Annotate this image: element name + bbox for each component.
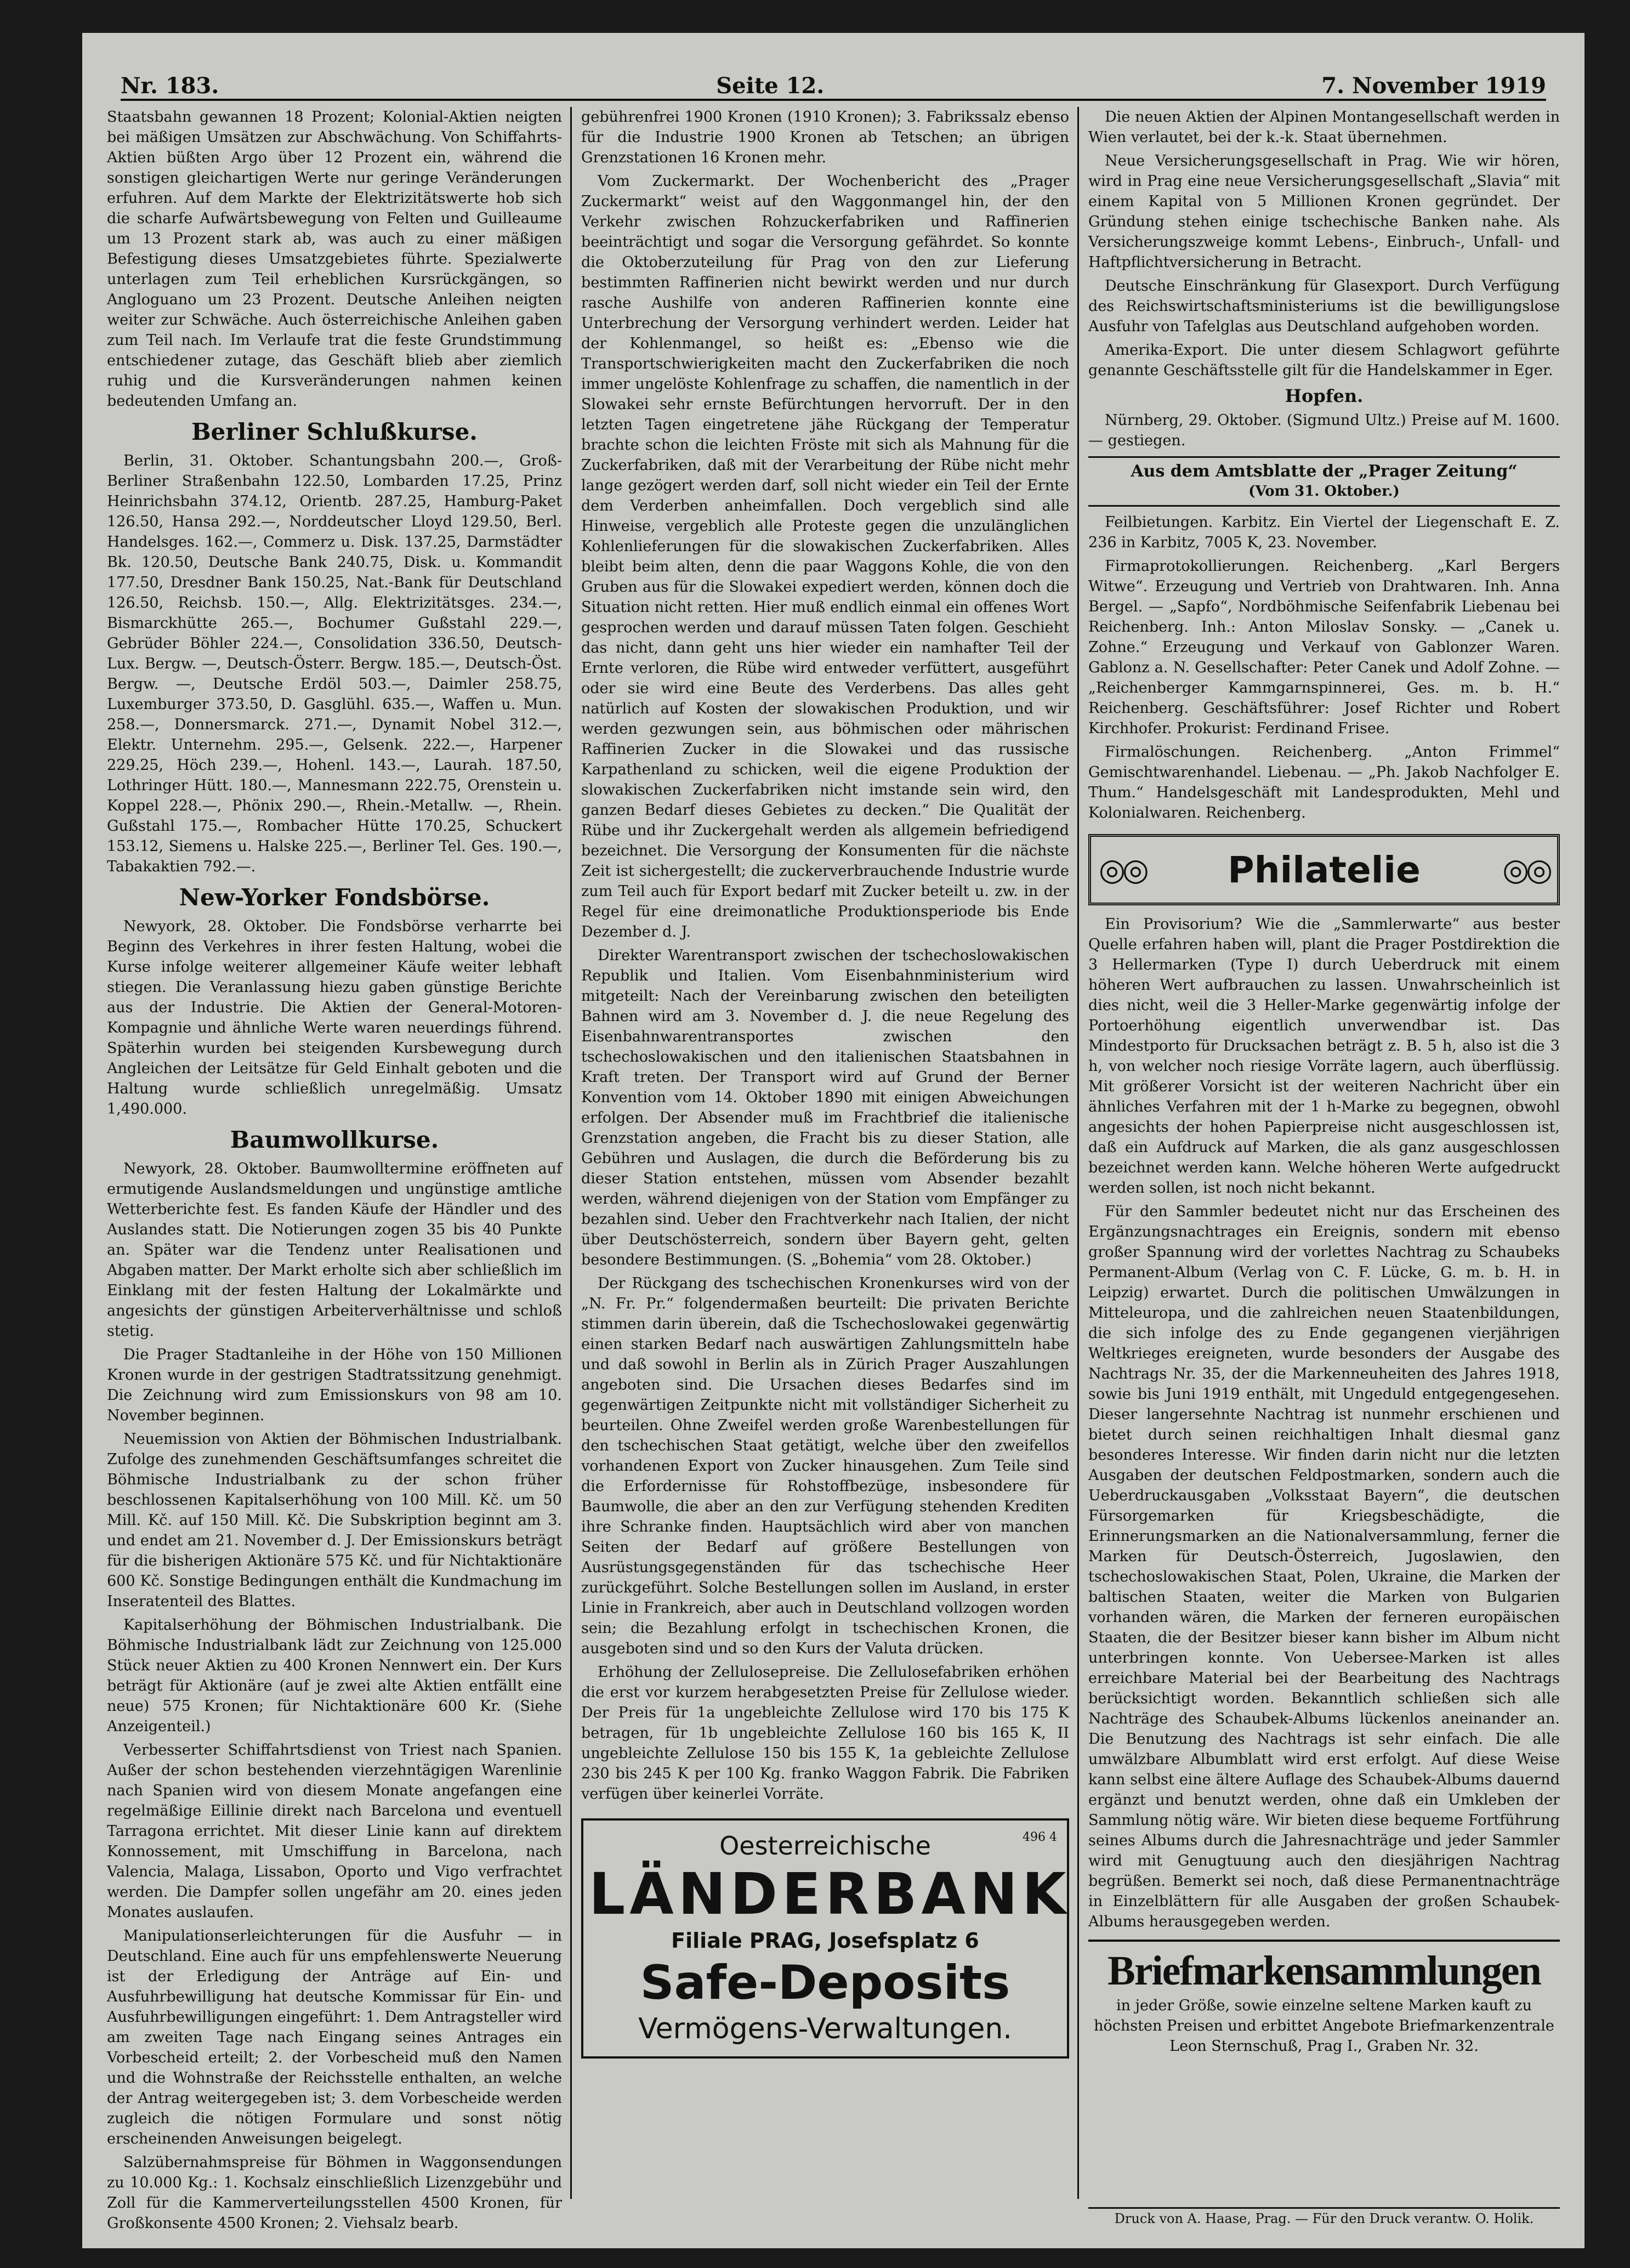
ad-line: Vermögens-Verwaltungen.	[638, 2012, 1012, 2045]
section-subheading: (Vom 31. Oktober.)	[1248, 483, 1400, 500]
column-divider	[1077, 107, 1079, 2199]
page-number: Seite 12.	[716, 73, 825, 99]
section-heading: New-Yorker Fondsbörse.	[179, 884, 490, 911]
article-paragraph: Staatsbahn gewannen 18 Prozent; Kolonial-Aktien neigten bei mäßigen Umsätzen zur Abschwächung. Von Schiffahrts-Aktien büßten Argo über 12 Prozent ein, während die sonstigen gleichartigen Werte nur geringe Veränderungen erfuhren. Auf dem Markte der Elektrizitätswerte hob sich die scharfe Aufwärtsbewegung von Felten und Guilleaume um 13 Prozent stark ab, was auch zu einer mäßigen Befestigung dieses Umsatzgebietes führte. Spezialwerte unterlagen zum Teil erheblichen Kursrückgängen, so Angloguano um 23 Prozent. Deutsche Anleihen neigten weiter zur Schwäche. Auch österreichische Anleihen gaben zum Teil nach. Im Verlaufe trat die feste Grundstimmung entschiedener zutage, das Geschäft blieb aber ziemlich ruhig und die Kursveränderungen nahmen keinen bedeutenden Umfang an.	[107, 109, 562, 410]
section-heading: Baumwollkurse.	[230, 1126, 439, 1153]
page-header	[121, 55, 1546, 101]
section-heading: Aus dem Amtsblatte der „Prager Zeitung“	[1131, 462, 1518, 481]
issue-number: Nr. 183.	[121, 73, 219, 99]
ad-bank-name: LÄNDERBANK	[589, 1861, 1071, 1927]
philatelie-banner	[1088, 834, 1560, 905]
article-paragraph: Direkter Warentransport zwischen der tschechoslowakischen Republik und Italien. Vom Eisenbahnministerium wird mitgeteilt: Nach der Vereinbarung zwischen den beteiligten Bahnen wird am 3. November d. J. die neue Regelung des Eisenbahnwarentransportes zwischen den tschechoslowakischen und den italienischen Staatsbahnen in Kraft treten. Der Transport wird auf Grund der Berner Konvention vom 14. Oktober 1890 mit einigen Abweichungen erfolgen. Der Absender muß im Frachtbrief die italienische Grenzstation angeben, die Fracht bis zu dieser Station, alle Gebühren und Auslagen, die durch die Beförderung bis zu dieser Station entstehen, müssen vom Absender bezahlt werden, während diejenigen von der Station vom Empfänger zu bezahlen sind. Ueber den Frachtverkehr nach Italien, der nicht über Deutschösterreich, sondern über Bayern geht, gelten besondere Bestimmungen. (S. „Bohemia“ vom 28. Oktober.)	[581, 947, 1069, 1268]
article-paragraph: Die neuen Aktien der Alpinen Montangesellschaft werden in Wien verlautet, bei der k.-k. Staat übernehmen.	[1088, 109, 1560, 146]
briefmarken-advertisement	[1088, 1940, 1560, 2056]
article-paragraph: Newyork, 28. Oktober. Die Fondsbörse verharrte bei Beginn des Verkehres in ihrer festen Haltung, wobei die Kurse infolge weiterer allgemeiner Käufe weiter lebhaft stiegen. Die Veranlassung hiezu gaben günstige Berichte aus der Industrie. Die Aktien der General-Motoren-Kompagnie und ähnliche Werte waren neuerdings führend. Späterhin wurden bei steigenden Kursbewegung durch Angleichen der Leitsätze für Geld Einhalt geboten und die Haltung wurde schließlich unregelmäßig. Umsatz 1,490.000.	[107, 918, 562, 1118]
article-paragraph: Der Rückgang des tschechischen Kronenkurses wird von der „N. Fr. Pr.“ folgendermaßen beurteilt: Die privaten Berichte stimmen darin überein, daß die Tschechoslowakei gegenwärtig einen starken Bedarf nach auswärtigen Zahlungsmitteln habe und daß sowohl in Berlin als in Zürich Prager Auszahlungen angeboten sind. Die Ursachen dieses Bedarfes sind im gegenwärtigen Zeitpunkte nicht mit vollständiger Sicherheit zu beurteilen. Ohne Zweifel werden große Warenbestellungen für den tschechischen Staat getätigt, welche über den zweifellos vorhandenen Export von Zucker hinausgehen. Zum Teile sind die Erfordernisse für Rohstoffbezüge, insbesondere für Baumwolle, die aber an den zur Verfügung stehenden Krediten ihre Schranke finden. Hauptsächlich wird aber von manchen Seiten der Bedarf auf größere Bestellungen von Ausrüstungsgegenständen für das tschechische Heer zurückgeführt. Solche Bestellungen sollen im Ausland, in erster Linie in Frankreich, aber auch in Deutschland vollzogen worden sein; die Bezahlung erfolgt in tschechischen Kronen, die ausgeboten sind und so den Kurs der Valuta drücken.	[581, 1275, 1069, 1657]
ad-number: 496 4	[1023, 1830, 1057, 1844]
article-paragraph: Berlin, 31. Oktober. Schantungsbahn 200.—, Groß-Berliner Straßenbahn 122.50, Lombarden 17.25, Prinz Heinrichsbahn 374.12, Orientb. 287.25, Hamburg-Paket 126.50, Hansa 292.—, Norddeutscher Lloyd 129.50, Berl. Handelsges. 162.—, Commerz u. Disk. 137.25, Darmstädter Bk. 120.50, Deutsche Bank 240.75, Disk. u. Kommandit 177.50, Dresdner Bank 150.25, Nat.-Bank für Deutschland 126.50, Reichsb. 150.—, Allg. Elektrizitätsges. 234.—, Bismarckhütte 265.—, Bochumer Gußstahl 229.—, Gebrüder Böhler 224.—, Consolidation 336.50, Deutsch-Lux. Bergw. —, Deutsch-Österr. Bergw. 185.—, Deutsch-Öst. Bergw. —, Deutsche Erdöl 503.—, Daimler 258.75, Luxemburger 373.50, D. Gasglühl. 635.—, Waffen u. Mun. 258.—, Donnersmarck. 271.—, Dynamit Nobel 312.—, Elektr. Unternehm. 295.—, Gelsenk. 222.—, Harpener 229.25, Höch 239.—, Hohenl. 143.—, Laurah. 187.50, Lothringer Hütt. 180.—, Mannesmann 222.75, Orenstein u. Koppel 228.—, Phönix 290.—, Rhein.-Metallw. —, Rhein. Gußstahl 175.—, Rombacher Hütte 170.25, Schuckert 153.12, Siemens u. Halske 225.—, Berliner Tel. Ges. 190.—, Tabakaktien 792.—.	[107, 452, 562, 875]
ad-line: Safe-Deposits	[640, 1955, 1010, 2010]
article-paragraph: Firmalöschungen. Reichenberg. „Anton Frimmel“ Gemischtwarenhandel. Liebenau. — „Ph. Jakob Nachfolger E. Thum.“ Handelsgeschäft mit Landesprodukten, Mehl und Kolonialwaren. Reichenberg.	[1088, 744, 1560, 821]
article-paragraph: Newyork, 28. Oktober. Baumwolltermine eröffneten auf ermutigende Auslandsmeldungen und ungünstige amtliche Wetterberichte fest. Es fanden Käufe der Händler und des Auslandes statt. Die Notierungen zogen 35 bis 40 Punkte an. Später war die Tendenz unter Realisationen und Abgaben matter. Der Markt erholte sich aber schließlich im Einklang mit der festen Haltung der Lokalmärkte und angesichts der günstigen Arbeiterverhältnisse und schloß stetig.	[107, 1160, 562, 1340]
article-paragraph: Kapitalserhöhung der Böhmischen Industrialbank. Die Böhmische Industrialbank lädt zur Zeichnung von 125.000 Stück neuer Aktien zu 400 Kronen Nennwert ein. Der Kurs beträgt für Aktionäre (auf je zwei alte Aktien entfällt eine neue) 575 Kronen; für Nichtaktionäre 600 Kr. (Siehe Anzeigenteil.)	[107, 1617, 562, 1735]
ad-line: Oesterreichische	[719, 1831, 931, 1861]
ad-text: in jeder Größe, sowie einzelne seltene Marken kauft zu höchsten Preisen und erbittet Angebote Briefmarkenzentrale Leon Sternschuß, Prag I., Graben Nr. 32.	[1094, 1997, 1554, 2055]
article-paragraph: Für den Sammler bedeutet nicht nur das Erscheinen des Ergänzungsnachtrages ein Ereignis, sondern mit ebenso großer Spannung wird der vorlettes Nachtrag zu Schaubeks Permanent-Album (Verlag von C. F. Lücke, G. m. b. H. in Leipzig) erwartet. Durch die politischen Umwälzungen in Mitteleuropa, und die zahlreichen neuen Staatenbildungen, die sich infolge des zu Ende gegangenen vierjährigen Weltkrieges ereigneten, wurde besonders der Ausgabe des Nachtrags Nr. 35, der die Markenneuheiten des Jahres 1918, sowie bis Juni 1919 enthält, mit Ungeduld entgegengesehen. Dieser langersehnte Nachtrag ist nunmehr erschienen und bietet durch seinen reichhaltigen Inhalt diesmal ganz besonderes Interesse. Wir finden darin nicht nur die letzten Ausgaben der deutschen Feldpostmarken, sondern auch die Ueberdruckausgaben „Volksstaat Bayern“, die deutschen Fürsorgemarken für Kriegsbeschädigte, die Erinnerungsmarken an die Nationalversammlung, ferner die Marken für Deutsch-Österreich, Jugoslawien, den tschechoslowakischen Staat, Polen, Ukraine, die Marken der baltischen Staaten, weiter die Marken von Bulgarien vorhanden wären, die Marken der ferneren europäischen Staaten, die der Besitzer bieser kann bisher im Album nicht unterbringen konnte. Von Uebersee-Marken ist alles erreichbare Material bei der Bearbeitung des Nachtrags berücksichtigt worden. Bekanntlich schließen sich alle Nachträge des Schaubek-Albums lückenlos aneinander an. Die Benutzung des Nachtrags ist sehr einfach. Die alle umwälzbare Albumblatt wird erst erfolgt. Auf diese Weise kann selbst eine ältere Auflage des Schaubek-Albums dauernd ergänzt und benutzt werden, ohne daß ein Umkleben der Sammlung nötig wäre. Wir bieten diese bequeme Fortführung seines Albums durch die Jahresnachträge und jeder Sammler wird mit Genugtuung auch den diesjährigen Nachtrag begrüßen. Bemerkt sei noch, daß diese Permanentnachträge in Einzelblättern für alle Ausgaben der großen Schaubek-Albums herausgegeben werden.	[1088, 1203, 1560, 1930]
section-heading: Berliner Schlußkurse.	[191, 418, 478, 445]
article-paragraph: Ein Provisorium? Wie die „Sammlerwarte“ aus bester Quelle erfahren haben will, plant die Prager Postdirektion die 3 Hellermarken (Type I) durch Ueberdruck mit einem höheren Wert aufbrauchen zu lassen. Unwahrscheinlich ist dies nicht, weil die 3 Heller-Marke gegenwärtig infolge der Portoerhöhung eigentlich unverwendbar ist. Das Mindestporto für Drucksachen beträgt z. B. 5 h, also ist die 3 h, von welcher noch riesige Vorräte lagern, auch überflüssig. Mit größerer Vorsicht ist der weiteren Nachricht über ein ähnliches Verfahren mit der 1 h-Marke zu begegnen, obwohl angesichts der hohen Papierpreise nicht ausgeschlossen ist, daß ein Aufdruck auf Marken, die als ganz ausgeschlossen bezeichnet werden kann. Welche höheren Werte aufgedruckt werden sollen, ist noch nicht bekannt.	[1088, 916, 1560, 1197]
article-paragraph: Nürnberg, 29. Oktober. (Sigmund Ultz.) Preise auf M. 1600.— gestiegen.	[1088, 412, 1560, 449]
amtsblatt-heading	[1088, 456, 1560, 507]
printer-imprint: Druck von A. Haase, Prag. — Für den Druck verantw. O. Holik.	[1088, 2207, 1560, 2226]
ad-title: Briefmarkensammlungen	[1108, 1948, 1541, 1994]
article-paragraph: Amerika-Export. Die unter diesem Schlagwort geführte genannte Geschäftsstelle gilt für die Handelskammer in Eger.	[1088, 342, 1560, 379]
column-divider	[570, 107, 572, 2199]
article-paragraph: Neue Versicherungsgesellschaft in Prag. Wie wir hören, wird in Prag eine neue Versicherungsgesellschaft „Slavia“ mit einem Kapital von 5 Millionen Kronen gegründet. Der Gründung stehen einige tschechische Banken nahe. Als Versicherungszweige kommt Lebens-, Einbruch-, Unfall- und Haftpflichtversicherung in Betracht.	[1088, 152, 1560, 271]
article-paragraph: Salzübernahmspreise für Böhmen in Waggonsendungen zu 10.000 Kg.: 1. Kochsalz einschließlich Lizenzgebühr und Zoll für die Kammerverteilungsstellen 4500 Kronen, für Großkonsente 4500 Kronen; 2. Viehsalz bearb.	[107, 2154, 562, 2232]
column-left	[107, 107, 562, 2232]
laenderbank-advertisement	[581, 1818, 1069, 2059]
column-middle	[581, 107, 1069, 2199]
article-paragraph: Manipulationserleichterungen für die Ausfuhr — in Deutschland. Eine auch für uns empfehlenswerte Neuerung ist der Erledigung der Anträge auf Ein- und Ausfuhrbewilligung hat deutsche Kommissar für Ein- und Ausfuhrbewilligungen eingeführt: 1. Dem Antragsteller wird am zweiten Tage nach Eingang seines Antrages ein Vorbescheid erteilt; 2. der Vorbescheid muß den Namen und die Wohnstraße der Reichsstelle enthalten, an welche der Antrag weitergegeben ist; 3. dem Vorbescheide werden zugleich die nötigen Formulare und sonst nötig erscheinenden Anweisungen beigelegt.	[107, 1927, 562, 2147]
ad-line: Filiale PRAG, Josefsplatz 6	[671, 1929, 979, 1953]
article-paragraph: Vom Zuckermarkt. Der Wochenbericht des „Prager Zuckermarkt“ weist auf den Waggonmangel hin, der den Verkehr zwischen Rohzuckerfabriken und Raffinerien beeinträchtigt und sogar die Versorgung gefährdet. So konnte die Oktoberzuteilung für Prag von den zur Lieferung bestimmten Raffinerien nicht bewirkt werden und nur durch rasche Aushilfe von anderen Raffinerien konnte eine Unterbrechung der Versorgung verhindert werden. Leider hat der Kohlenmangel, so heißt es: „Ebenso wie die Transportschwierigkeiten macht den Zuckerfabriken die noch immer ungelöste Kohlenfrage zu schaffen, die namentlich in der Slowakei sehr ernste Befürchtungen hervorruft. Der in den letzten Tagen eingetretene jähe Rückgang der Temperatur brachte schon die leichten Fröste mit sich als Mahnung für die Zuckerfabriken, daß mit der Verarbeitung der Rübe nicht mehr lange gezögert werden darf, soll nicht wieder ein Teil der Ernte dem Verderben anheimfallen. Doch vergeblich sind alle Hinweise, vergeblich alle Proteste gegen die unzulänglichen Kohlenlieferungen für die slowakischen Zuckerfabriken. Alles bleibt beim alten, denn die paar Waggons Kohle, die von den Gruben aus für die Slowakei expediert werden, können doch die Situation nicht retten. Hier muß endlich einmal ein offenes Wort gesprochen werden und darauf müssen Taten folgen. Geschieht das nicht, dann geht uns hier wieder ein namhafter Teil der Ernte verloren, die Rübe wird entweder verfüttert, ausgeführt oder sie wird eine Beute des Verderbens. Das alles geht natürlich auf Kosten der slowakischen Produktion, und wir werden gezwungen sein, aus böhmischen oder mährischen Raffinerien Zucker in die Slowakei und das russische Karpathenland zu schicken, weil die eigene Produktion der slowakischen Zuckerfabriken nicht imstande sein wird, den ganzen Bedarf dieses Gebietes zu decken.“ Die Qualität der Rübe und ihr Zuckergehalt werden als allgemein befriedigend bezeichnet. Die Versorgung der Konsumenten für die nächste Zeit ist sichergestellt; die zuckerverbrauchende Industrie wurde zum Teil auch für Export bedarf mit Zucker beteilt u. zw. in der Regel für eine dreimonatliche Produktionsperiode bis Ende Dezember d. J.	[581, 173, 1069, 940]
article-paragraph: gebührenfrei 1900 Kronen (1910 Kronen); 3. Fabrikssalz ebenso für die Industrie 1900 Kronen ab Tetschen; an übrigen Grenzstationen 16 Kronen mehr.	[581, 109, 1069, 166]
article-paragraph: Feilbietungen. Karbitz. Ein Viertel der Liegenschaft E. Z. 236 in Karbitz, 7005 K, 23. November.	[1088, 514, 1560, 551]
article-paragraph: Firmaprotokollierungen. Reichenberg. „Karl Bergers Witwe“. Erzeugung und Vertrieb von Drahtwaren. Inh. Anna Bergel. — „Sapfo“, Nordböhmische Seifenfabrik Liebenau bei Reichenberg. Inh.: Anton Miloslav Sonsky. — „Canek u. Zohne.“ Erzeugung und Verkauf von Gablonzer Waren. Gablonz a. N. Gesellschafter: Peter Canek und Adolf Zohne. — „Reichenberger Kammgarnspinnerei, Ges. m. b. H.“ Reichenberg. Geschäftsführer: Josef Richter und Robert Kirchhofer. Prokurist: Ferdinand Frisee.	[1088, 558, 1560, 737]
article-paragraph: Neuemission von Aktien der Böhmischen Industrialbank. Zufolge des zunehmenden Geschäftsumfanges schreitet die Böhmische Industrialbank zu der schon früher beschlossenen Kapitalserhöhung von 100 Mill. Kč. um 50 Mill. Kč. auf 150 Mill. Kč. Die Subskription beginnt am 3. und endet am 21. November d. J. Der Emissionskurs beträgt für die bisherigen Aktionäre 575 Kč. und für Nichtaktionäre 600 Kč. Sonstige Bedingungen enthält die Kundmachung im Inseratenteil des Blattes.	[107, 1431, 562, 1610]
article-paragraph: Deutsche Einschränkung für Glasexport. Durch Verfügung des Reichswirtschaftsministeriums ist die bewilligungslose Ausfuhr von Tafelglas aus Deutschland aufgehoben worden.	[1088, 277, 1560, 335]
article-paragraph: Erhöhung der Zellulosepreise. Die Zellulosefabriken erhöhen die erst vor kurzem herabgesetzten Preise für Zellulose wieder. Der Preis für 1a ungebleichte Zellulose wird 170 bis 175 K betragen, für 1b ungebleichte Zellulose 160 bis 165 K, II ungebleichte Zellulose 150 bis 155 K, 1a gebleichte Zellulose 230 bis 245 K per 100 Kg. franko Waggon Fabrik. Die Fabriken verfügen über keinerlei Vorräte.	[581, 1664, 1069, 1802]
article-paragraph: Verbesserter Schiffahrtsdienst von Triest nach Spanien. Außer der schon bestehenden vierzehntägigen Warenlinie nach Spanien wird von diesem Monate angefangen eine regelmäßige Eillinie direkt nach Barcelona und eventuell Tarragona errichtet. Mit dieser Linie kann auf direktem Konnossement, mit Umschiffung in Barcelona, nach Valencia, Malaga, Lissabon, Oporto und Vigo verfrachtet werden. Die Dampfer sollen ungefähr am 20. eines jeden Monates auslaufen.	[107, 1742, 562, 1921]
banner-title: Philatelie	[1228, 848, 1421, 891]
section-heading: Hopfen.	[1285, 385, 1364, 406]
rings-icon: ◎◎	[1502, 852, 1549, 888]
column-right	[1088, 107, 1560, 2199]
rings-icon: ◎◎	[1099, 852, 1146, 888]
issue-date: 7. November 1919	[1321, 73, 1546, 99]
article-paragraph: Die Prager Stadtanleihe in der Höhe von 150 Millionen Kronen wurde in der gestrigen Stadtratssitzung genehmigt. Die Zeichnung wird zum Emissionskurs von 98 am 10. November beginnen.	[107, 1346, 562, 1424]
newspaper-page	[82, 33, 1584, 2248]
